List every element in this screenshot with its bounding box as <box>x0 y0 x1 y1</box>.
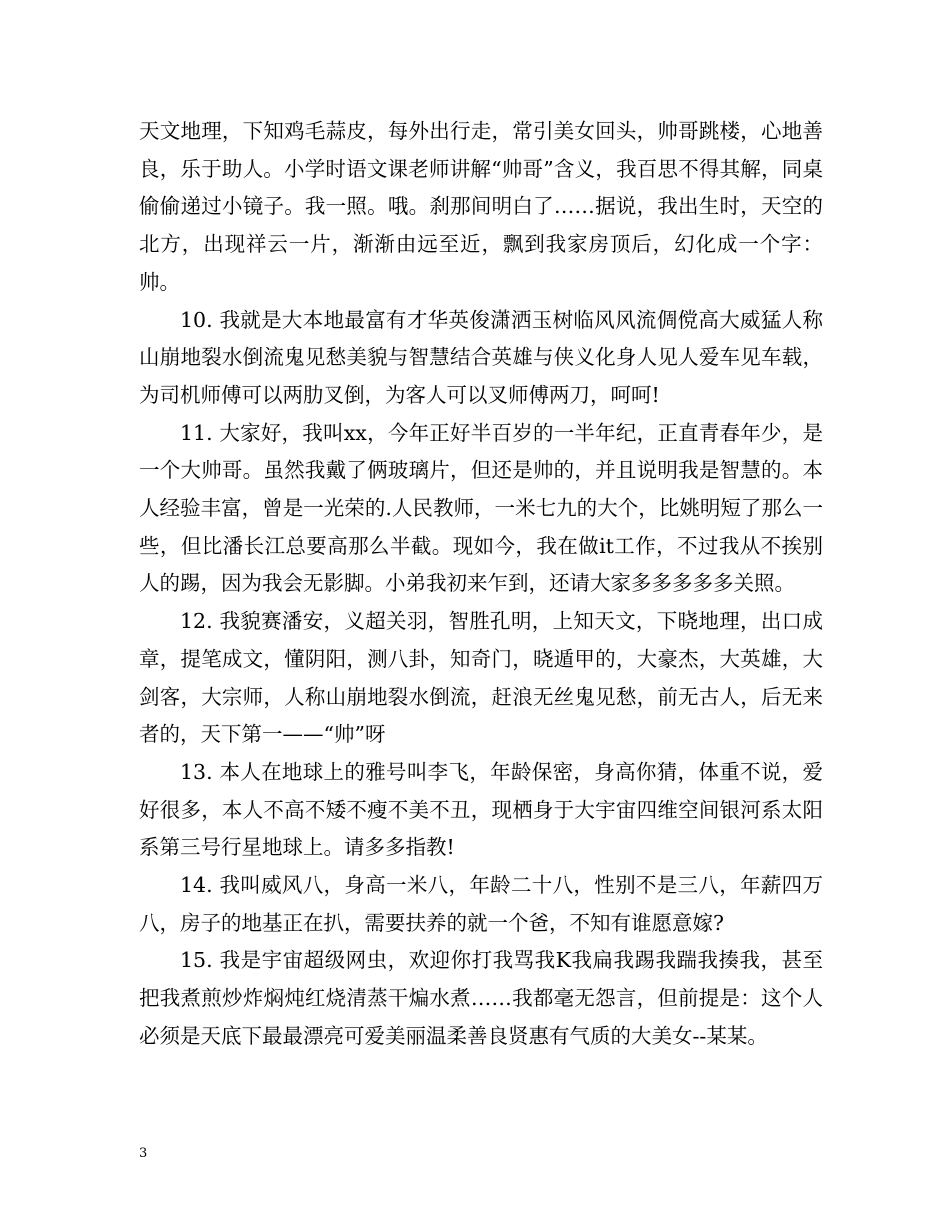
paragraph-item-14: 14. 我叫威风八，身高一米八，年龄二十八，性别不是三八，年薪四万八，房子的地基正在扒，需要扶养的就一个爸，不知有谁愿意嫁? <box>139 873 823 935</box>
document-body <box>139 113 823 1056</box>
paragraph-item-11: 11. 大家好，我叫xx，今年正好半百岁的一半年纪，正直青春年少，是一个大帅哥。虽然我戴了俩玻璃片，但还是帅的，并且说明我是智慧的。本人经验丰富，曾是一光荣的.人民教师，一米七九的大个，比姚明短了那么一些，但比潘长江总要高那么半截。现如今，我在做it工作，不过我从不挨别人的踢，因为我会无影脚。小弟我初来乍到，还请大家多多多多多关照。 <box>139 420 823 596</box>
paragraph-1: 天文地理，下知鸡毛蒜皮，每外出行走，常引美女回头，帅哥跳楼，心地善良，乐于助人。小学时语文课老师讲解“帅哥”含义，我百思不得其解，同桌偷偷递过小镜子。我一照。哦。刹那间明白了……据说，我出生时，天空的北方，出现祥云一片，渐渐由远至近，飘到我家房顶后，幻化成一个字：帅。 <box>139 119 823 294</box>
paragraph-item-15: 15. 我是宇宙超级网虫，欢迎你打我骂我K我扁我踢我踹我揍我，甚至把我煮煎炒炸焖炖红烧清蒸干煸水煮……我都毫无怨言，但前提是：这个人必须是天底下最最漂亮可爱美丽温柔善良贤惠有气质的大美女--某某。 <box>139 948 823 1048</box>
paragraph-item-12: 12. 我貌赛潘安，义超关羽，智胜孔明，上知天文，下晓地理，出口成章，提笔成文，懂阴阳，测八卦，知奇门，晓遁甲的，大豪杰，大英雄，大剑客，大宗师，人称山崩地裂水倒流，赶浪无丝鬼见愁，前无古人，后无来者的，天下第一——“帅”呀 <box>139 609 823 747</box>
page-number: 3 <box>139 1146 148 1161</box>
paragraph-item-10: 10. 我就是大本地最富有才华英俊潇洒玉树临风风流倜傥高大威猛人称山崩地裂水倒流鬼见愁美貌与智慧结合英雄与侠义化身人见人爱车见车载，为司机师傅可以两肋叉倒，为客人可以叉师傅两刀，呵呵! <box>139 307 823 407</box>
paragraph-item-13: 13. 本人在地球上的雅号叫李飞，年龄保密，身高你猜，体重不说，爱好很多，本人不高不矮不瘦不美不丑，现栖身于大宇宙四维空间银河系太阳系第三号行星地球上。请多多指教! <box>139 759 823 860</box>
